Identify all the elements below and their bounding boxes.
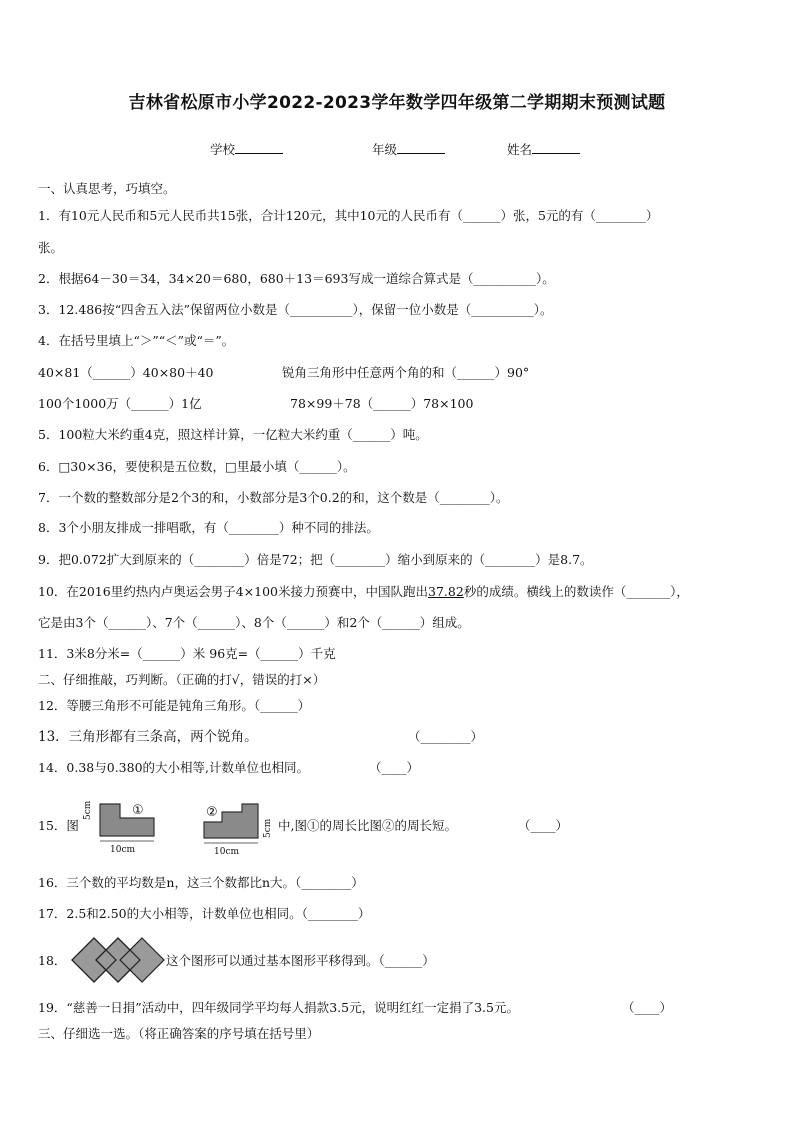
question-13: 13．三角形都有三条高，两个锐角。 [38, 729, 258, 745]
question-5: 5．100粒大米约重4克，照这样计算，一亿粒大米约重（______）吨。 [38, 427, 428, 442]
question-14: 14．0.38与0.380的大小相等,计数单位也相同。 [38, 760, 309, 775]
question-18-label: 18． [38, 953, 67, 968]
question-1: 1．有10元人民币和5元人民币共15张，合计120元，其中10元的人民币有（______）张，5元的有（________） [38, 208, 659, 223]
page-title: 吉林省松原市小学2022-2023学年数学四年级第二学期期末预测试题 [128, 93, 666, 113]
question-6: 6．□30×36，要使积是五位数，□里最小填（______）。 [38, 459, 356, 474]
diamond-pattern-figure [70, 936, 166, 984]
question-15-label: 15．图 [38, 818, 79, 833]
question-4b: 锐角三角形中任意两个角的和（______）90° [282, 365, 530, 380]
figure-1-width: 10cm [110, 845, 136, 855]
section-1-heading: 一、认真思考，巧填空。 [38, 181, 176, 196]
name-field [507, 141, 580, 158]
figure-1-height: 5cm [83, 800, 93, 820]
school-label: 学校 [210, 142, 236, 157]
question-19: 19．“慈善一日捐”活动中，四年级同学平均每人捐款3.5元，说明红红一定捐了3.5元。 [38, 1000, 519, 1015]
question-10-post: 秒的成绩。横线上的数读作（_______）， [463, 584, 689, 599]
question-13-answer: （________） [408, 729, 484, 744]
question-7: 7．一个数的整数部分是2个3的和，小数部分是3个0.2的和，这个数是（________）。 [38, 490, 509, 505]
question-4c: 100个1000万（______）1亿 [38, 396, 202, 411]
question-14-answer: （____） [369, 760, 420, 775]
question-3: 3．12.486按“四舍五入法”保留两位小数是（__________），保留一位小数是（__________）。 [38, 302, 553, 317]
grade-field [372, 141, 445, 158]
section-3-heading: 三、仔细选一选。（将正确答案的序号填在括号里） [38, 1026, 320, 1041]
question-4a: 40×81（______）40×80＋40 [38, 365, 214, 380]
question-12: 12．等腰三角形不可能是钝角三角形。（______） [38, 698, 311, 713]
figure-2-width: 10cm [214, 847, 240, 857]
question-15: 中,图①的周长比图②的周长短。 [278, 818, 457, 833]
figure-1-number: ① [132, 803, 144, 818]
question-4: 4．在括号里填上“＞”“＜”或“＝”。 [38, 333, 235, 348]
question-10 [38, 584, 689, 600]
question-10-cont: 它是由3个（______）、7个（______）、8个（______）和2个（______）组成。 [38, 615, 470, 630]
section-2-heading: 二、仔细推敲，巧判断。（正确的打√，错误的打×） [38, 672, 326, 687]
question-1-cont: 张。 [38, 240, 64, 255]
figure-1-shape [80, 800, 180, 856]
figure-2-number: ② [206, 805, 218, 820]
question-8: 8．3个小朋友排成一排唱歌，有（________）种不同的排法。 [38, 520, 379, 535]
question-4d: 78×99＋78（______）78×100 [290, 396, 474, 411]
question-10-pre: 10．在2016里约热内卢奥运会男子4×100米接力预赛中，中国队跑出 [38, 584, 429, 599]
school-field [210, 141, 283, 158]
question-18: 这个图形可以通过基本图形平移得到。（______） [166, 953, 435, 968]
figure-2-shape [198, 800, 288, 858]
name-label: 姓名 [507, 142, 533, 157]
question-19-answer: （____） [622, 1000, 673, 1015]
grade-label: 年级 [372, 142, 398, 157]
question-15-answer: （____） [518, 818, 569, 833]
figure-2-height: 5cm [263, 818, 273, 838]
question-11: 11．3米8分米=（______）米 96克=（______）千克 [38, 646, 336, 661]
question-17: 17．2.5和2.50的大小相等，计数单位也相同。（________） [38, 906, 371, 921]
question-16: 16．三个数的平均数是n，这三个数都比n大。（________） [38, 875, 364, 890]
question-10-number: 37.82 [428, 584, 464, 599]
question-2: 2．根据64－30＝34，34×20＝680，680＋13＝693写成一道综合算式是（__________）。 [38, 271, 555, 286]
question-9: 9．把0.072扩大到原来的（________）倍是72；把（________）缩小到原来的（________）是8.7。 [38, 552, 593, 567]
